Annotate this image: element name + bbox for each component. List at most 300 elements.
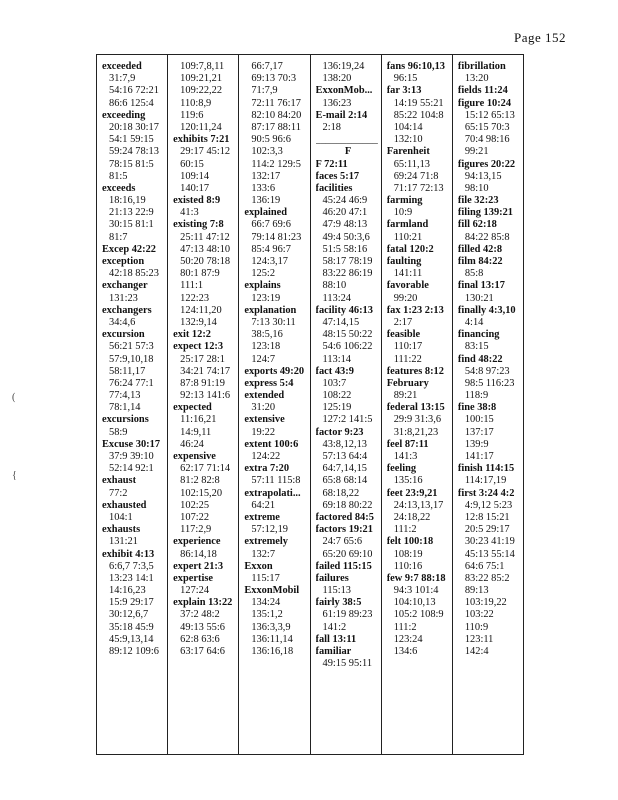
index-reference: 54:16 72:21 — [109, 85, 159, 97]
index-term: exit 12:2 — [173, 329, 211, 341]
index-term: failures — [315, 572, 349, 584]
index-reference: 45:9,13,14 — [109, 633, 154, 645]
index-reference: 48:15 50:22 — [322, 329, 373, 341]
index-reference: 45:24 46:9 — [322, 195, 368, 207]
index-reference: 69:13 70:3 — [251, 73, 297, 85]
index-reference: 77:2 — [109, 487, 128, 499]
index-reference: 14:19 55:21 — [393, 97, 444, 109]
index-reference: 125:19 — [322, 402, 352, 414]
index-reference: 123:11 — [464, 633, 494, 645]
index-reference: 111:2 — [393, 524, 417, 536]
index-reference: 49:13 55:6 — [180, 621, 225, 633]
index-column-2 — [168, 55, 239, 754]
index-reference: 111:22 — [393, 353, 422, 365]
index-term: favorable — [386, 280, 429, 292]
index-reference: 85:22 104:8 — [393, 109, 444, 121]
word-index-table — [96, 54, 524, 755]
index-term: factored 84:5 — [315, 511, 374, 523]
index-reference: 34:21 74:17 — [180, 365, 231, 377]
index-reference: 79:14 81:23 — [251, 231, 302, 243]
index-reference: 2:17 — [393, 316, 413, 328]
index-reference: 43:8,12,13 — [322, 438, 367, 450]
index-term: expected — [173, 402, 212, 414]
index-reference: 136:23 — [322, 97, 352, 109]
index-reference: 104:14 — [393, 121, 423, 133]
index-reference: 132:7 — [251, 548, 276, 560]
index-reference: 78:1,14 — [109, 402, 141, 414]
index-reference: 92:13 141:6 — [180, 390, 231, 402]
index-reference: 99:21 — [464, 146, 489, 158]
index-reference: 64:6 75:1 — [464, 560, 505, 572]
index-reference: 141:2 — [322, 621, 347, 633]
index-reference: 65:20 69:10 — [322, 548, 373, 560]
index-term: expert 21:3 — [173, 560, 224, 572]
index-term: file 32:23 — [457, 195, 499, 207]
index-reference: 135:16 — [393, 475, 423, 487]
index-reference: 83:22 86:19 — [322, 268, 373, 280]
index-reference: 45:13 55:14 — [464, 548, 515, 560]
index-reference: 123:19 — [251, 292, 281, 304]
index-reference: 127:24 — [180, 585, 210, 597]
index-term: faces 5:17 — [315, 170, 360, 182]
index-term: exceeds — [102, 182, 136, 194]
index-reference: 138:20 — [322, 73, 352, 85]
index-term: exhaust — [102, 475, 137, 487]
index-reference: 42:18 85:23 — [109, 268, 159, 280]
index-reference: 57:12,19 — [251, 524, 289, 536]
index-term: familiar — [315, 646, 352, 657]
index-reference: 6:6,7 7:3,5 — [109, 560, 154, 572]
index-reference: 20:18 30:17 — [109, 121, 159, 133]
index-term: explain 13:22 — [173, 597, 233, 609]
index-reference: 25:11 47:12 — [180, 231, 230, 243]
index-reference: 62:8 63:6 — [180, 633, 220, 645]
index-term: finally 4:3,10 — [457, 304, 516, 316]
index-reference: 99:20 — [393, 292, 418, 304]
index-term: existed 8:9 — [173, 195, 221, 207]
index-reference: 102:3,3 — [251, 146, 283, 158]
index-reference: 131:21 — [109, 536, 138, 548]
index-term: factor 9:23 — [315, 426, 364, 438]
index-reference: 66:7 69:6 — [251, 219, 291, 231]
index-reference: 24:7 65:6 — [322, 536, 363, 548]
index-reference: 54:6 106:22 — [322, 341, 373, 353]
index-reference: 63:17 64:6 — [180, 646, 225, 657]
index-reference: 111:2 — [393, 621, 417, 633]
index-reference: 47:9 48:13 — [322, 219, 368, 231]
index-column-4 — [311, 55, 382, 754]
index-reference: 131:23 — [109, 292, 138, 304]
index-reference: 49:15 95:11 — [322, 658, 373, 670]
index-term: final 13:17 — [457, 280, 505, 292]
index-reference: 58:11,17 — [109, 365, 146, 377]
index-reference: 98:10 — [464, 182, 489, 194]
index-column-3 — [239, 55, 310, 754]
index-reference: 124:3,17 — [251, 256, 289, 267]
index-term: exceeding — [102, 109, 146, 121]
index-reference: 111:1 — [180, 280, 204, 292]
index-term: fine 38:8 — [457, 402, 497, 414]
index-term: extensive — [244, 414, 285, 426]
index-reference: 124:11,20 — [180, 304, 222, 316]
margin-mark: { — [12, 470, 17, 481]
index-term: feel 87:11 — [386, 438, 429, 450]
index-reference: 18:16,19 — [109, 195, 146, 207]
index-reference: 13:23 14:1 — [109, 572, 154, 584]
index-term: extra 7:20 — [244, 463, 290, 475]
index-term: facility 46:13 — [315, 304, 373, 316]
index-reference: 81:2 82:8 — [180, 475, 220, 487]
index-reference: 137:17 — [464, 426, 494, 438]
index-reference: 29:9 31:3,6 — [393, 414, 442, 426]
index-term: extreme — [244, 511, 280, 523]
index-term: felt 100:18 — [386, 536, 434, 548]
index-term: figure 10:24 — [457, 97, 512, 109]
index-reference: 14:9,11 — [180, 426, 212, 438]
index-reference: 103:22 — [464, 609, 494, 621]
index-term: finish 114:15 — [457, 463, 515, 475]
index-reference: 57:9,10,18 — [109, 353, 154, 365]
index-reference: 49:4 50:3,6 — [322, 231, 370, 243]
index-term: explained — [244, 207, 288, 219]
index-reference: 96:15 — [393, 73, 418, 85]
index-term: fax 1:23 2:13 — [386, 304, 444, 316]
index-reference: 136:19 — [251, 195, 281, 207]
index-term: financing — [457, 329, 500, 341]
index-reference: 107:22 — [180, 511, 210, 523]
index-term: fans 96:10,13 — [386, 61, 445, 72]
index-reference: 54:8 97:23 — [464, 365, 510, 377]
index-reference: 109:22,22 — [180, 85, 223, 97]
index-term: exhibit 4:13 — [102, 548, 155, 560]
index-term: filled 42:8 — [457, 243, 503, 255]
index-reference: 104:10,13 — [393, 597, 436, 609]
index-reference: 102:25 — [180, 499, 210, 511]
index-reference: 24:18,22 — [393, 511, 431, 523]
index-reference: 117:2,9 — [180, 524, 212, 536]
index-reference: 82:10 84:20 — [251, 109, 302, 121]
index-reference: 47:13 48:10 — [180, 243, 231, 255]
index-reference: 86:6 125:4 — [109, 97, 154, 109]
index-reference: 52:14 92:1 — [109, 463, 154, 475]
index-term: expensive — [173, 451, 216, 462]
index-reference: 65:11,13 — [393, 158, 430, 170]
index-reference: 100:15 — [464, 414, 494, 426]
index-term: fields 11:24 — [457, 85, 508, 97]
index-reference: 114:17,19 — [464, 475, 507, 487]
index-reference: 125:2 — [251, 268, 276, 280]
index-reference: 141:17 — [464, 451, 494, 462]
index-reference: 102:15,20 — [180, 487, 223, 499]
index-reference: 124:7 — [251, 353, 276, 365]
index-reference: 88:10 — [322, 280, 347, 292]
index-column-5 — [382, 55, 453, 754]
index-reference: 15:9 29:17 — [109, 597, 154, 609]
index-reference: 85:8 — [464, 268, 484, 280]
index-term: few 9:7 88:18 — [386, 572, 446, 584]
index-reference: 142:4 — [464, 646, 489, 657]
index-term: express 5:4 — [244, 377, 294, 389]
index-reference: 134:24 — [251, 597, 281, 609]
index-reference: 61:19 89:23 — [322, 609, 373, 621]
index-reference: 135:1,2 — [251, 609, 283, 621]
index-column-1 — [97, 55, 168, 754]
index-reference: 31:7,9 — [109, 73, 136, 85]
index-reference: 12:8 15:21 — [464, 511, 510, 523]
index-reference: 83:22 85:2 — [464, 572, 510, 584]
index-term: farmland — [386, 219, 429, 231]
index-reference: 81:5 — [109, 170, 128, 182]
index-reference: 7:13 30:11 — [251, 316, 296, 328]
index-reference: 62:17 71:14 — [180, 463, 231, 475]
index-reference: 71:7,9 — [251, 85, 278, 97]
index-term: expect 12:3 — [173, 341, 224, 353]
index-reference: 83:15 — [464, 341, 489, 353]
index-reference: 30:23 41:19 — [464, 536, 515, 548]
index-reference: 69:18 80:22 — [322, 499, 373, 511]
index-reference: 80:1 87:9 — [180, 268, 220, 280]
index-term: exceeded — [102, 61, 142, 72]
index-term: exchanger — [102, 280, 148, 292]
index-reference: 136:16,18 — [251, 646, 294, 657]
index-term: fact 43:9 — [315, 365, 354, 377]
index-reference: 25:17 28:1 — [180, 353, 225, 365]
index-reference: 64:7,14,15 — [322, 463, 367, 475]
index-reference: 118:9 — [464, 390, 489, 402]
index-reference: 119:6 — [180, 109, 204, 121]
index-term: F 72:11 — [315, 158, 348, 170]
index-reference: 141:3 — [393, 451, 418, 462]
index-reference: 110:16 — [393, 560, 423, 572]
index-reference: 77:4,13 — [109, 390, 141, 402]
index-reference: 81:7 — [109, 231, 128, 243]
index-reference: 58:9 — [109, 426, 128, 438]
index-term: excursions — [102, 414, 149, 426]
index-term: feeling — [386, 463, 417, 475]
index-term: Excuse 30:17 — [102, 438, 161, 450]
index-reference: 31:8,21,23 — [393, 426, 439, 438]
index-term: failed 115:15 — [315, 560, 372, 572]
index-term: far 3:13 — [386, 85, 422, 97]
index-reference: 37:2 48:2 — [180, 609, 220, 621]
index-reference: 30:12,6,7 — [109, 609, 149, 621]
index-reference: 109:21,21 — [180, 73, 223, 85]
index-reference: 76:24 77:1 — [109, 377, 154, 389]
index-reference: 98:5 116:23 — [464, 377, 515, 389]
index-reference: 65:15 70:3 — [464, 121, 510, 133]
index-reference: 68:18,22 — [322, 487, 360, 499]
index-reference: 87:8 91:19 — [180, 377, 225, 389]
index-reference: 103:7 — [322, 377, 347, 389]
margin-mark: ( — [12, 392, 16, 403]
index-reference: 19:22 — [251, 426, 276, 438]
index-reference: 46:20 47:1 — [322, 207, 368, 219]
index-reference: 72:11 76:17 — [251, 97, 301, 109]
index-reference: 57:13 64:4 — [322, 451, 368, 462]
index-term: facilities — [315, 182, 353, 194]
index-reference: 2:18 — [322, 121, 341, 133]
index-term: experience — [173, 536, 221, 548]
index-reference: 115:17 — [251, 572, 280, 584]
index-reference: 56:21 57:3 — [109, 341, 154, 353]
index-term: extended — [244, 390, 285, 402]
index-reference: 60:15 — [180, 158, 204, 170]
index-reference: 70:4 98:16 — [464, 134, 510, 146]
index-term: federal 13:15 — [386, 402, 445, 414]
index-reference: 132:9,14 — [180, 316, 217, 328]
index-term: extremely — [244, 536, 288, 548]
index-reference: 89:12 109:6 — [109, 646, 159, 657]
index-reference: 13:20 — [464, 73, 489, 85]
index-reference: 29:17 45:12 — [180, 146, 231, 158]
index-reference: 108:22 — [322, 390, 352, 402]
index-reference: 110:9 — [464, 621, 489, 633]
index-term: first 3:24 4:2 — [457, 487, 515, 499]
index-column-6 — [453, 55, 523, 754]
index-term: Excep 42:22 — [102, 243, 156, 255]
index-term: existing 7:8 — [173, 219, 224, 231]
index-reference: 71:17 72:13 — [393, 182, 444, 194]
index-reference: 136:11,14 — [251, 633, 293, 645]
index-reference: 64:21 — [251, 499, 276, 511]
index-reference: 59:24 78:13 — [109, 146, 159, 158]
index-reference: 84:22 85:8 — [464, 231, 510, 243]
index-reference: 47:14,15 — [322, 316, 360, 328]
index-reference: 37:9 39:10 — [109, 451, 154, 462]
index-reference: 110:21 — [393, 231, 423, 243]
index-reference: 130:21 — [464, 292, 494, 304]
index-reference: 86:14,18 — [180, 548, 217, 560]
index-term: extrapolati... — [244, 487, 301, 499]
index-term: farming — [386, 195, 423, 207]
index-reference: 65:8 68:14 — [322, 475, 368, 487]
index-reference: 90:5 96:6 — [251, 134, 291, 146]
index-reference: 110:8,9 — [180, 97, 212, 109]
index-reference: 10:9 — [393, 207, 413, 219]
index-reference: 31:20 — [251, 402, 276, 414]
index-term: exchangers — [102, 304, 152, 316]
index-reference: 104:1 — [109, 511, 133, 523]
index-term: fatal 120:2 — [386, 243, 434, 255]
index-reference: 103:19,22 — [464, 597, 507, 609]
index-reference: 15:12 65:13 — [464, 109, 515, 121]
index-reference: 105:2 108:9 — [393, 609, 444, 621]
index-reference: 30:15 81:1 — [109, 219, 154, 231]
index-reference: 133:6 — [251, 182, 276, 194]
index-term: February — [386, 377, 429, 389]
index-reference: 94:3 101:4 — [393, 585, 439, 597]
index-reference: 124:22 — [251, 451, 281, 462]
index-reference: 136:3,3,9 — [251, 621, 291, 633]
index-term: feet 23:9,21 — [386, 487, 438, 499]
index-term: explains — [244, 280, 281, 292]
index-reference: 78:15 81:5 — [109, 158, 154, 170]
index-term: ExxonMob... — [315, 85, 373, 97]
index-reference: 115:13 — [322, 585, 351, 597]
index-term: factors 19:21 — [315, 524, 373, 536]
index-term: fibrillation — [457, 61, 506, 72]
index-reference: 114:2 129:5 — [251, 158, 301, 170]
index-reference: 123:18 — [251, 341, 281, 353]
index-term: E-mail 2:14 — [315, 109, 368, 121]
index-reference: 108:19 — [393, 548, 423, 560]
index-reference: 122:23 — [180, 292, 210, 304]
index-reference: 54:1 59:15 — [109, 134, 154, 146]
index-reference: 57:11 115:8 — [251, 475, 301, 487]
index-term: extent 100:6 — [244, 438, 299, 450]
index-reference: 136:19,24 — [322, 61, 365, 72]
index-reference: 132:17 — [251, 170, 281, 182]
index-term: film 84:22 — [457, 256, 503, 267]
index-term: exhibits 7:21 — [173, 134, 230, 146]
index-reference: 24:13,13,17 — [393, 499, 444, 511]
index-reference: 4:9,12 5:23 — [464, 499, 513, 511]
index-term: filing 139:21 — [457, 207, 513, 219]
index-reference: 87:17 88:11 — [251, 121, 301, 133]
index-reference: 110:17 — [393, 341, 423, 353]
index-reference: 94:13,15 — [464, 170, 502, 182]
index-reference: 120:11,24 — [180, 121, 222, 133]
section-divider: ____________ — [315, 134, 378, 146]
index-reference: 139:9 — [464, 438, 489, 450]
index-reference: 109:14 — [180, 170, 210, 182]
index-reference: 34:4,6 — [109, 316, 136, 328]
section-letter: F — [344, 146, 352, 158]
index-reference: 89:13 — [464, 585, 489, 597]
index-term: excursion — [102, 329, 145, 341]
index-term: figures 20:22 — [457, 158, 516, 170]
index-term: fill 62:18 — [457, 219, 497, 231]
index-reference: 50:20 78:18 — [180, 256, 231, 267]
index-term: Exxon — [244, 560, 273, 572]
index-term: Farenheit — [386, 146, 430, 158]
index-term: exception — [102, 256, 145, 267]
index-reference: 123:24 — [393, 633, 423, 645]
index-reference: 4:14 — [464, 316, 484, 328]
index-reference: 85:4 96:7 — [251, 243, 291, 255]
index-term: exhausts — [102, 524, 141, 536]
index-reference: 113:24 — [322, 292, 351, 304]
index-term: explanation — [244, 304, 297, 316]
index-reference: 11:16,21 — [180, 414, 217, 426]
index-reference: 132:10 — [393, 134, 423, 146]
index-term: features 8:12 — [386, 365, 444, 377]
index-reference: 51:5 58:16 — [322, 243, 368, 255]
index-term: exports 49:20 — [244, 365, 305, 377]
index-reference: 66:7,17 — [251, 61, 283, 72]
index-reference: 134:6 — [393, 646, 418, 657]
index-reference: 109:7,8,11 — [180, 61, 225, 72]
index-reference: 46:24 — [180, 438, 204, 450]
index-term: find 48:22 — [457, 353, 503, 365]
index-term: feasible — [386, 329, 421, 341]
index-term: ExxonMobil — [244, 585, 300, 597]
index-reference: 41:3 — [180, 207, 199, 219]
index-term: fall 13:11 — [315, 633, 357, 645]
index-term: fairly 38:5 — [315, 597, 362, 609]
index-term: faulting — [386, 256, 422, 267]
index-reference: 58:17 78:19 — [322, 256, 373, 267]
index-term: expertise — [173, 572, 213, 584]
index-reference: 69:24 71:8 — [393, 170, 439, 182]
index-reference: 141:11 — [393, 268, 423, 280]
index-reference: 35:18 45:9 — [109, 621, 154, 633]
index-reference: 127:2 141:5 — [322, 414, 373, 426]
index-reference: 89:21 — [393, 390, 418, 402]
index-reference: 113:14 — [322, 353, 351, 365]
index-reference: 140:17 — [180, 182, 210, 194]
index-term: exhausted — [102, 499, 147, 511]
